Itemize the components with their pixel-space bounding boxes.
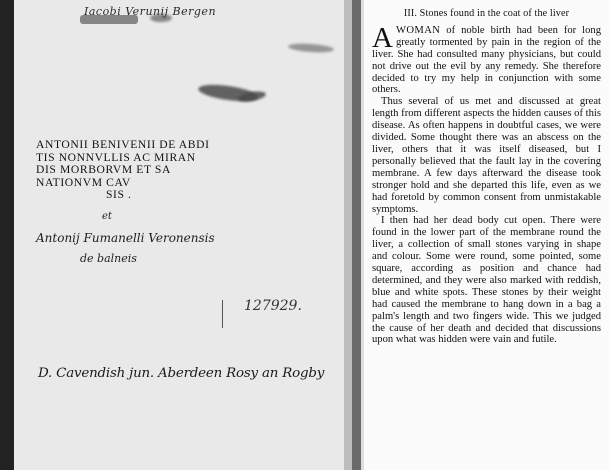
title-line: DIS MORBORVM ET SA <box>36 163 171 177</box>
ink-stain <box>288 42 334 53</box>
text-page <box>361 0 609 470</box>
book-title <box>36 139 286 202</box>
et-inscription: et <box>102 211 112 222</box>
second-author-subtitle: de balneis <box>80 252 137 265</box>
opening-word: WOMAN <box>395 24 441 36</box>
title-line: TIS NONNVLLIS AC MIRAN <box>36 150 196 164</box>
page-shadow-left <box>0 0 14 470</box>
top-inscription: Iacobi Verunij Bergen <box>84 5 217 18</box>
page-gutter <box>344 0 352 470</box>
title-line: NATIONVM CAV <box>36 175 131 189</box>
bottom-inscription: D. Cavendish jun. Aberdeen Rosy an Rogby <box>38 366 325 381</box>
case-text <box>372 8 601 346</box>
paragraph-1 <box>372 21 601 96</box>
page-shadow-right <box>352 0 361 470</box>
paragraph-2: Thus several of us met and discussed at great length from different aspects the hidden causes of this disease. As often happens in doubtful cases, we were divided. Some thought there was an abscess on the liver, others that it was itself diseased, but I personally believed that the fault lay in the covering membrane. A few days afterward the disease took stronger hold and she departed this life, even as we had foretold by common consent from unmistakable symptoms. <box>372 96 601 215</box>
page-edge <box>361 0 364 470</box>
case-heading: III. Stones found in the coat of the liver <box>403 8 570 19</box>
drop-cap: A <box>372 21 393 54</box>
title-line: SIS . <box>106 188 132 202</box>
second-author-inscription: Antonij Fumanelli Veronensis <box>36 231 215 245</box>
pencil-mark <box>222 300 223 328</box>
paragraph-1-text: of noble birth had been for long greatly tormented by pain in the region of the liver. She had consulted many physicians, but could not drive out the evil by any remedy. She therefore decided to try my help in conjunction with some others. <box>372 24 601 96</box>
shelf-number: 127929. <box>244 298 302 314</box>
title-line: ANTONII BENIVENII DE ABDI <box>36 138 210 151</box>
paragraph-3: I then had her dead body cut open. There were found in the lower part of the membrane round the liver, a collection of small stones varying in shape and colour. Some were round, some pointed, some square, according as position and chance had determined, and they were also marked with reddish, blue and white spots. These stones by their weight had caused the membrane to hang down in a bag a palm's length and two fingers wide. This we judged the cause of her death and decided that discussions upon what was hidden were vain and futile. <box>372 215 601 346</box>
